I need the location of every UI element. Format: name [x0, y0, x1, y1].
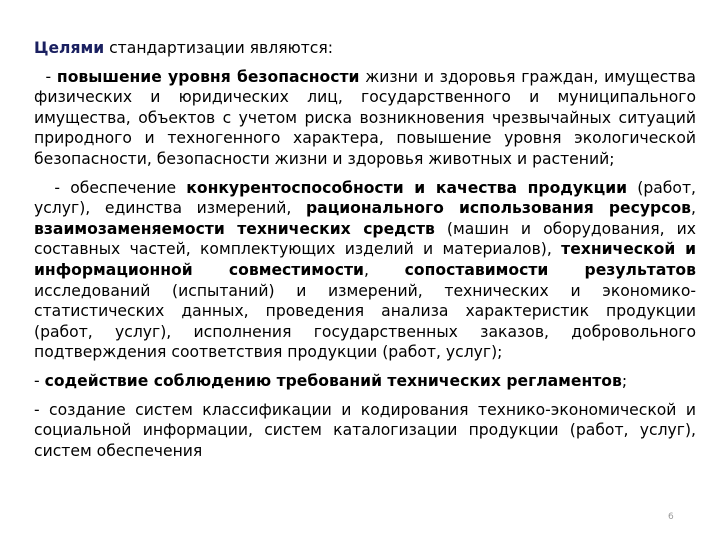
item-dash: - — [34, 400, 50, 419]
item-text: , — [691, 199, 696, 218]
item-text: жизни и здоровья граждан, имущества физических и юридических лиц, государственного и муниципального имущества, объектов с учетом риска возникновения чрезвычайных ситуаций природного и техногенного характера, повышение уровня экологической безопасности, безопасности жизни и здоровья животных и растений; — [34, 67, 696, 168]
item-dash: - — [34, 67, 57, 86]
item-text: создание систем классификации и кодирования технико-экономической и социальной информации, систем каталогизации продукции (работ, услуг), систем обеспечения — [34, 400, 696, 460]
goal-item-competitiveness — [34, 178, 696, 363]
item-text: (работ, услуг), единства измерений, — [34, 178, 696, 218]
item-dash: - — [34, 371, 45, 390]
item-bold-term: конкурентоспособности и качества продукции — [186, 178, 628, 197]
item-bold-term: сопоставимости результатов — [404, 260, 696, 279]
intro-paragraph — [34, 38, 696, 59]
intro-term: Целями — [34, 39, 105, 57]
item-text: , — [363, 260, 405, 279]
slide-content — [34, 38, 696, 461]
goal-item-classification — [34, 400, 696, 462]
item-bold-term: рационального использования ресурсов — [306, 199, 692, 218]
item-text: исследований (испытаний) и измерений, технических и экономико-статистических данных, проведения анализа характеристик продукции (работ, услуг), исполнения государственных заказов, добровольного подтверждения соответствия продукции (работ, услуг); — [34, 281, 696, 362]
item-dash: - обеспечение — [34, 178, 187, 197]
item-bold-term: технической и информационной совместимости — [34, 240, 696, 279]
item-bold-term: повышение уровня безопасности — [56, 67, 360, 86]
item-bold-term: взаимозаменяемости технических средств — [34, 219, 435, 238]
item-text: ; — [621, 371, 628, 390]
item-bold-term: содействие соблюдению требований технических регламентов — [44, 371, 622, 390]
item-text: (машин и оборудования, их составных частей, комплектующих изделий и материалов), — [34, 219, 696, 259]
goal-item-safety — [34, 67, 696, 170]
goal-item-regulations — [34, 371, 696, 392]
intro-text: стандартизации являются: — [104, 39, 333, 57]
page-number: 6 — [668, 512, 674, 522]
